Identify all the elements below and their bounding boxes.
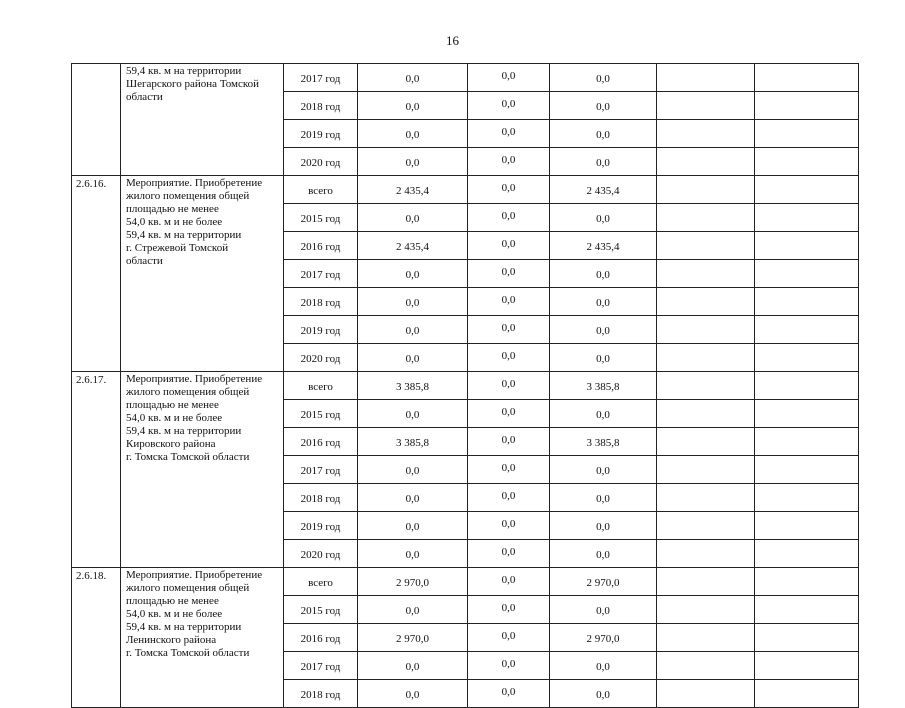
regional-cell [550,148,657,176]
year-cell [284,680,358,708]
year-cell-value: 2015 год [300,212,341,225]
regional-cell [550,344,657,372]
total-cell [358,204,468,232]
year-cell-value: 2015 год [300,408,341,421]
regional-cell-value: 0,0 [596,408,610,421]
federal-cell [468,232,550,260]
regional-cell [550,400,657,428]
year-cell-value: 2019 год [300,520,341,533]
empty-cell [755,92,859,120]
regional-cell-value: 0,0 [596,492,610,505]
empty-cell [657,652,755,680]
total-cell [358,624,468,652]
federal-cell-value: 0,0 [501,125,516,138]
empty-cell [755,456,859,484]
year-cell-value: всего [308,576,333,589]
federal-cell-value: 0,0 [501,237,516,250]
empty-cell [755,400,859,428]
regional-cell [550,512,657,540]
year-cell-value: 2018 год [300,100,341,113]
regional-cell-value: 3 385,8 [586,436,620,449]
total-cell [358,316,468,344]
total-cell [358,232,468,260]
item-description-cell [121,372,284,568]
regional-cell-value: 0,0 [596,128,610,141]
regional-cell [550,568,657,596]
total-cell-value: 0,0 [405,296,420,309]
total-cell-value: 0,0 [405,548,420,561]
total-cell-value: 2 970,0 [396,632,429,645]
year-cell-value: 2020 год [300,352,341,365]
empty-cell [755,484,859,512]
year-cell [284,512,358,540]
total-cell [358,344,468,372]
year-cell-value: 2016 год [300,632,341,645]
regional-cell [550,652,657,680]
federal-cell-value: 0,0 [501,405,516,418]
item-number [72,64,121,176]
empty-cell [755,540,859,568]
total-cell [358,400,468,428]
federal-cell [468,64,550,92]
year-cell [284,540,358,568]
total-cell [358,64,468,92]
regional-cell-value: 0,0 [596,212,610,225]
empty-cell [755,148,859,176]
federal-cell [468,652,550,680]
year-cell [284,372,358,400]
regional-cell [550,176,657,204]
total-cell-value: 0,0 [405,72,420,85]
total-cell-value: 0,0 [405,156,420,169]
regional-cell [550,64,657,92]
empty-cell [657,92,755,120]
empty-cell [657,680,755,708]
page-number: 16 [446,33,459,48]
total-cell [358,288,468,316]
total-cell-value: 0,0 [405,520,420,533]
year-cell [284,568,358,596]
regional-cell [550,92,657,120]
year-cell [284,260,358,288]
table-row [72,64,859,92]
federal-cell [468,120,550,148]
empty-cell [657,316,755,344]
federal-cell-value: 0,0 [501,517,516,530]
total-cell [358,372,468,400]
item-number: 2.6.18. [72,568,121,708]
empty-cell [755,316,859,344]
federal-cell-value: 0,0 [501,349,516,362]
regional-cell [550,372,657,400]
total-cell-value: 2 435,4 [396,240,429,253]
regional-cell [550,288,657,316]
regional-cell-value: 0,0 [596,548,610,561]
year-cell [284,456,358,484]
empty-cell [657,344,755,372]
total-cell [358,120,468,148]
regional-cell [550,428,657,456]
total-cell-value: 2 435,4 [396,184,429,197]
total-cell [358,596,468,624]
total-cell-value: 0,0 [405,688,420,701]
year-cell-value: 2018 год [300,688,341,701]
empty-cell [657,372,755,400]
federal-cell-value: 0,0 [501,489,516,502]
regional-cell-value: 2 435,4 [586,240,620,253]
item-description: 59,4 кв. м на территории Шегарского района Томской области [126,65,260,103]
regional-cell [550,624,657,652]
federal-cell-value: 0,0 [501,293,516,306]
federal-cell-value: 0,0 [501,209,516,222]
federal-cell [468,428,550,456]
empty-cell [657,204,755,232]
total-cell [358,92,468,120]
empty-cell [755,372,859,400]
federal-cell [468,372,550,400]
total-cell [358,652,468,680]
federal-cell-value: 0,0 [501,685,516,698]
federal-cell [468,204,550,232]
year-cell-value: 2017 год [300,268,341,281]
regional-cell-value: 0,0 [596,296,610,309]
regional-cell [550,316,657,344]
total-cell-value: 0,0 [405,604,420,617]
regional-cell [550,484,657,512]
year-cell [284,596,358,624]
total-cell-value: 0,0 [405,268,420,281]
year-cell-value: 2016 год [300,240,341,253]
budget-table-body [72,64,859,708]
regional-cell [550,456,657,484]
empty-cell [657,596,755,624]
empty-cell [657,484,755,512]
year-cell [284,316,358,344]
total-cell-value: 0,0 [405,100,420,113]
total-cell [358,428,468,456]
regional-cell [550,232,657,260]
year-cell [284,400,358,428]
empty-cell [755,568,859,596]
federal-cell-value: 0,0 [501,377,516,390]
empty-cell [657,260,755,288]
total-cell [358,148,468,176]
table-row [72,568,859,596]
year-cell-value: 2017 год [300,464,341,477]
year-cell [284,428,358,456]
empty-cell [755,260,859,288]
year-cell-value: 2019 год [300,128,341,141]
year-cell-value: всего [308,184,333,197]
regional-cell [550,204,657,232]
federal-cell-value: 0,0 [501,657,516,670]
empty-cell [657,176,755,204]
total-cell [358,260,468,288]
empty-cell [755,344,859,372]
year-cell [284,148,358,176]
year-cell [284,204,358,232]
total-cell-value: 3 385,8 [396,380,429,393]
total-cell [358,484,468,512]
empty-cell [657,624,755,652]
empty-cell [657,512,755,540]
federal-cell [468,176,550,204]
year-cell-value: 2015 год [300,604,341,617]
item-number: 2.6.16. [72,176,121,372]
regional-cell-value: 3 385,8 [586,380,620,393]
empty-cell [755,512,859,540]
federal-cell-value: 0,0 [501,69,516,82]
federal-cell-value: 0,0 [501,545,516,558]
year-cell [284,176,358,204]
year-cell-value: всего [308,380,333,393]
regional-cell-value: 2 970,0 [586,576,620,589]
item-number: 2.6.17. [72,372,121,568]
regional-cell-value: 0,0 [596,604,610,617]
total-cell-value: 0,0 [405,212,420,225]
empty-cell [755,680,859,708]
year-cell-value: 2020 год [300,548,341,561]
regional-cell-value: 0,0 [596,324,610,337]
total-cell [358,568,468,596]
federal-cell-value: 0,0 [501,433,516,446]
year-cell [284,92,358,120]
federal-cell [468,568,550,596]
regional-cell-value: 0,0 [596,352,610,365]
total-cell-value: 0,0 [405,464,420,477]
empty-cell [657,456,755,484]
empty-cell [657,232,755,260]
federal-cell-value: 0,0 [501,601,516,614]
federal-cell [468,316,550,344]
budget-table [71,63,859,708]
year-cell [284,652,358,680]
empty-cell [657,540,755,568]
year-cell [284,64,358,92]
year-cell [284,232,358,260]
federal-cell [468,344,550,372]
federal-cell [468,596,550,624]
empty-cell [657,400,755,428]
empty-cell [657,428,755,456]
total-cell-value: 0,0 [405,128,420,141]
federal-cell [468,400,550,428]
empty-cell [755,288,859,316]
federal-cell-value: 0,0 [501,97,516,110]
total-cell [358,512,468,540]
total-cell-value: 0,0 [405,324,420,337]
total-cell [358,680,468,708]
empty-cell [657,148,755,176]
empty-cell [755,64,859,92]
federal-cell [468,680,550,708]
federal-cell [468,540,550,568]
item-description-cell [121,176,284,372]
federal-cell [468,288,550,316]
year-cell [284,120,358,148]
federal-cell-value: 0,0 [501,265,516,278]
item-description: Мероприятие. Приобретение жилого помещения общей площадью не менее 54,0 кв. м и не более 59,4 кв. м на территории Ленинского района г. Томска Томской области [126,569,263,659]
total-cell-value: 2 970,0 [396,576,429,589]
total-cell-value: 0,0 [405,408,420,421]
federal-cell [468,92,550,120]
regional-cell-value: 0,0 [596,464,610,477]
empty-cell [755,652,859,680]
regional-cell [550,260,657,288]
empty-cell [657,288,755,316]
empty-cell [755,596,859,624]
regional-cell-value: 2 435,4 [586,184,620,197]
empty-cell [657,64,755,92]
regional-cell [550,680,657,708]
total-cell-value: 0,0 [405,352,420,365]
federal-cell [468,624,550,652]
federal-cell [468,484,550,512]
regional-cell-value: 0,0 [596,100,610,113]
federal-cell [468,512,550,540]
empty-cell [755,624,859,652]
year-cell [284,484,358,512]
empty-cell [755,120,859,148]
empty-cell [755,232,859,260]
empty-cell [657,120,755,148]
regional-cell-value: 0,0 [596,268,610,281]
federal-cell-value: 0,0 [501,461,516,474]
item-description: Мероприятие. Приобретение жилого помещения общей площадью не менее 54,0 кв. м и не более 59,4 кв. м на территории г. Стрежевой Томской области [126,177,263,267]
item-description-cell [121,568,284,708]
year-cell-value: 2018 год [300,492,341,505]
year-cell-value: 2020 год [300,156,341,169]
year-cell [284,624,358,652]
federal-cell-value: 0,0 [501,321,516,334]
year-cell [284,344,358,372]
year-cell-value: 2016 год [300,436,341,449]
year-cell-value: 2017 год [300,660,341,673]
item-description-cell [121,64,284,176]
total-cell [358,176,468,204]
regional-cell [550,596,657,624]
federal-cell [468,456,550,484]
regional-cell-value: 0,0 [596,156,610,169]
federal-cell-value: 0,0 [501,153,516,166]
regional-cell-value: 0,0 [596,688,610,701]
federal-cell-value: 0,0 [501,573,516,586]
total-cell [358,456,468,484]
regional-cell [550,120,657,148]
federal-cell-value: 0,0 [501,181,516,194]
federal-cell-value: 0,0 [501,629,516,642]
year-cell-value: 2018 год [300,296,341,309]
year-cell-value: 2019 год [300,324,341,337]
regional-cell [550,540,657,568]
regional-cell-value: 2 970,0 [586,632,620,645]
empty-cell [657,568,755,596]
total-cell-value: 3 385,8 [396,436,429,449]
total-cell-value: 0,0 [405,492,420,505]
regional-cell-value: 0,0 [596,660,610,673]
federal-cell [468,148,550,176]
table-row [72,176,859,204]
table-row [72,372,859,400]
item-description: Мероприятие. Приобретение жилого помещения общей площадью не менее 54,0 кв. м и не более 59,4 кв. м на территории Кировского района г. Томска Томской области [126,373,263,463]
year-cell-value: 2017 год [300,72,341,85]
regional-cell-value: 0,0 [596,72,610,85]
federal-cell [468,260,550,288]
total-cell [358,540,468,568]
total-cell-value: 0,0 [405,660,420,673]
year-cell [284,288,358,316]
empty-cell [755,428,859,456]
empty-cell [755,204,859,232]
regional-cell-value: 0,0 [596,520,610,533]
empty-cell [755,176,859,204]
